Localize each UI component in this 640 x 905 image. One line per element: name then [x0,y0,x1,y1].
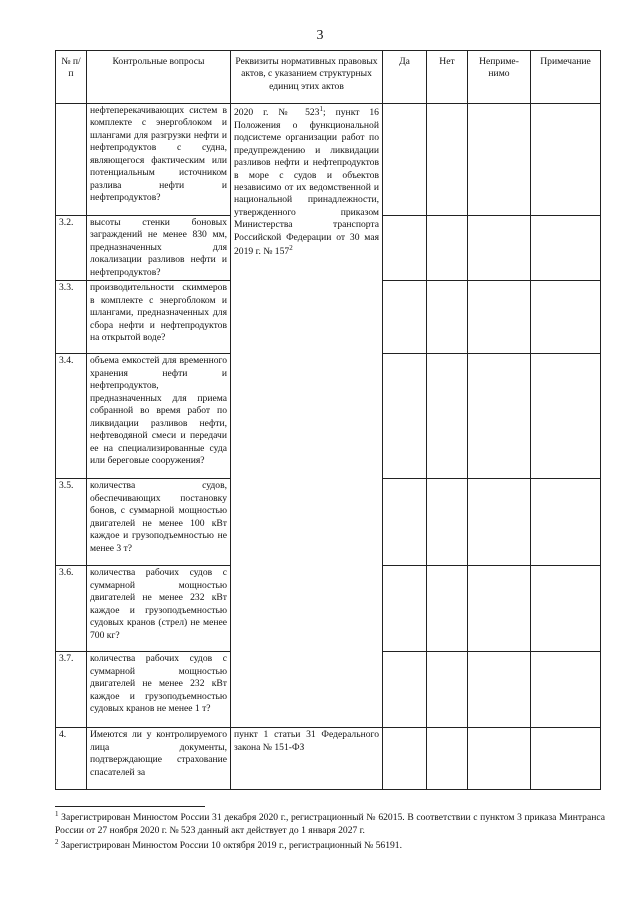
yes-cell[interactable] [383,728,427,790]
not-applicable-cell[interactable] [468,354,531,479]
footnote-ref: 1 [319,105,323,113]
note-cell[interactable] [531,216,601,281]
row-question: количества рабочих судов с суммарной мощностью двигателей не менее 232 кВт каждое и грузоподъемностью судовых кранов (стрел) не менее 700 кг? [87,566,231,652]
yes-cell[interactable] [383,652,427,728]
row-question: производительности скиммеров в комплекте с энергоблоком и шлангами, предназначенных для сбора нефти и нефтепродуктов на открытой воде? [87,281,231,354]
header-num: № п/п [56,51,87,104]
footnote-divider [55,806,205,807]
row-number: 3.4. [56,354,87,479]
row-number: 3.3. [56,281,87,354]
yes-cell[interactable] [383,354,427,479]
not-applicable-cell[interactable] [468,281,531,354]
table-header-row [56,51,601,104]
not-applicable-cell[interactable] [468,728,531,790]
footnote-text: Зарегистрирован Минюстом России 31 декабря 2020 г., регистрационный № 62015. В соответствии с пунктом 3 приказа Минтранса России от 27 ноября 2020 г. № 523 данный акт действует до 1 января 2027 г. [55,812,605,836]
header-questions: Контрольные вопросы [87,51,231,104]
yes-cell[interactable] [383,566,427,652]
note-cell[interactable] [531,281,601,354]
note-cell[interactable] [531,728,601,790]
header-no: Нет [427,51,468,104]
no-cell[interactable] [427,652,468,728]
no-cell[interactable] [427,281,468,354]
note-cell[interactable] [531,479,601,566]
requisites-cell: пункт 1 статьи 31 Федерального закона № 151-ФЗ [231,728,383,790]
row-number: 3.2. [56,216,87,281]
requisites-text: 2020 г. № 523 [234,107,320,119]
row-question: Имеются ли у контролируемого лица документы, подтверждающие страхование спасателей за [87,728,231,790]
header-yes: Да [383,51,427,104]
row-number [56,104,87,216]
no-cell[interactable] [427,216,468,281]
row-number: 3.7. [56,652,87,728]
row-question: объема емкостей для временного хранения нефти и нефтепродуктов, предназначенных для приема собранной во время работ по ликвидации разливов нефти, нефтеводяной смеси и передачи ее на специализированные суда или береговые сооружения? [87,354,231,479]
note-cell[interactable] [531,566,601,652]
no-cell[interactable] [427,104,468,216]
footnote [55,838,605,853]
note-cell[interactable] [531,652,601,728]
table-row [56,728,601,790]
header-requisites: Реквизиты нормативных правовых актов, с указанием структурных единиц этих актов [231,51,383,104]
row-question: нефтеперекачивающих систем в комплекте с энергоблоком и шлангами для разгрузки нефти и нефтепродуктов с судна, являющегося фактическим или потенциальным источником разлива нефти и нефтепродуктов? [87,104,231,216]
header-note: Примечание [531,51,601,104]
footnote-mark: 1 [55,810,59,818]
row-number: 3.5. [56,479,87,566]
not-applicable-cell[interactable] [468,216,531,281]
yes-cell[interactable] [383,479,427,566]
requisites-text-continued: ; пункт 16 Положения о функциональной подсистеме организации работ по предупреждению и ликвидации разливов нефти и нефтепродуктов в море с судов и объектов независимо от их ведомственной и национальной принадлежности, утвержденного приказом Министерства транспорта Российской Федерации от 30 мая 2019 г. № 157 [234,107,379,258]
footnotes [55,806,605,852]
row-question: количества рабочих судов с суммарной мощностью двигателей не менее 232 кВт каждое и грузоподъемностью судовых кранов не менее 1 т? [87,652,231,728]
footnote-text: Зарегистрирован Минюстом России 10 октября 2019 г., регистрационный № 56191. [60,839,402,851]
page-number: 3 [316,28,324,43]
row-number: 4. [56,728,87,790]
not-applicable-cell[interactable] [468,652,531,728]
requisites-cell [231,104,383,728]
note-cell[interactable] [531,354,601,479]
yes-cell[interactable] [383,281,427,354]
yes-cell[interactable] [383,104,427,216]
no-cell[interactable] [427,566,468,652]
footnote-mark: 2 [55,837,59,846]
row-question: количества судов, обеспечивающих постановку бонов, с суммарной мощностью двигателей не менее 100 кВт каждое и грузоподъемностью не менее 3 т? [87,479,231,566]
not-applicable-cell[interactable] [468,479,531,566]
checklist-table [55,50,601,790]
table-row [56,104,601,216]
row-question: высоты стенки боновых заграждений не менее 830 мм, предназначенных для локализации разливов нефти и нефтепродуктов? [87,216,231,281]
row-number: 3.6. [56,566,87,652]
not-applicable-cell[interactable] [468,104,531,216]
no-cell[interactable] [427,479,468,566]
not-applicable-cell[interactable] [468,566,531,652]
no-cell[interactable] [427,354,468,479]
note-cell[interactable] [531,104,601,216]
yes-cell[interactable] [383,216,427,281]
footnote [55,810,605,838]
header-not-applicable: Неприме-нимо [468,51,531,104]
footnote-ref: 2 [289,244,293,253]
no-cell[interactable] [427,728,468,790]
